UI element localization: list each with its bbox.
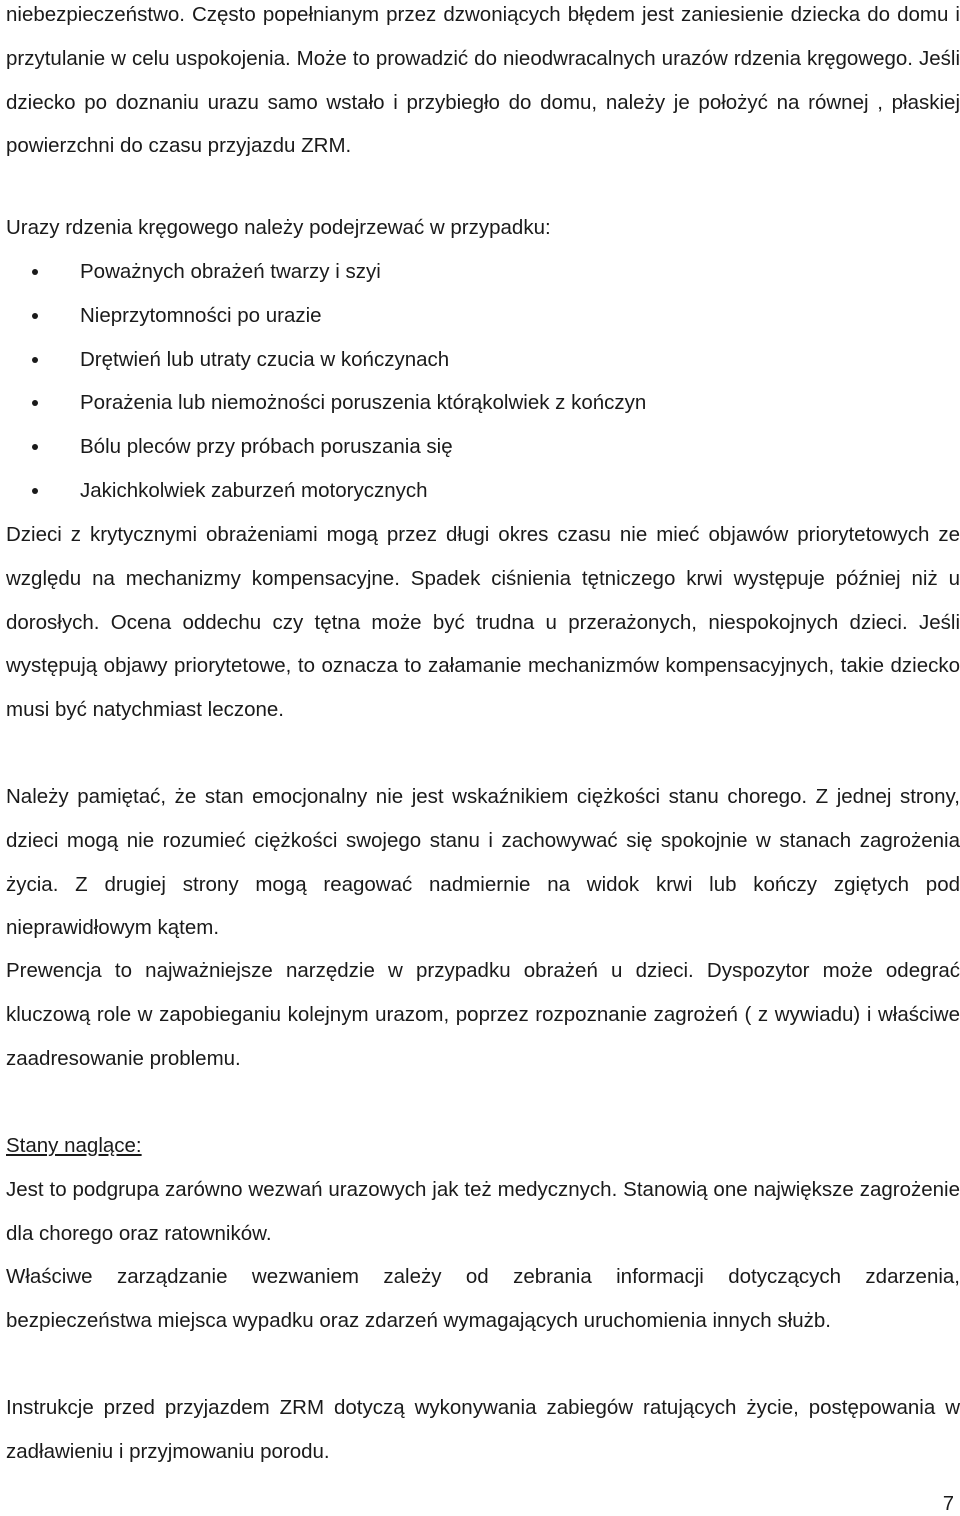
page-number: 7 (942, 1493, 954, 1515)
bullet-icon (32, 488, 38, 494)
list-item (6, 425, 946, 469)
bullet-icon (32, 444, 38, 450)
list-item-text: Bólu pleców przy próbach poruszania się (80, 435, 453, 459)
list-item (6, 294, 946, 338)
list-item-text: Poważnych obrażeń twarzy i szyi (80, 260, 381, 283)
bullet-icon (32, 269, 38, 275)
section-heading (6, 1124, 960, 1168)
paragraph-call-management: Właściwe zarządzanie wezwaniem zależy od zebrania informacji dotyczących zdarzenia, bezpieczeństwa miejsca wypadku oraz zdarzeń wymagających uruchomienia innych służb. (6, 1265, 960, 1332)
bullet-icon (32, 400, 38, 406)
paragraph-urgent-states: Jest to podgrupa zarówno wezwań urazowych jak też medycznych. Stanowią one największe zagrożenie dla chorego oraz ratowników. (6, 1178, 960, 1245)
list-item (6, 381, 946, 425)
bullet-icon (32, 357, 38, 363)
paragraph-instructions: Instrukcje przed przyjazdem ZRM dotyczą wykonywania zabiegów ratujących życie, postępowania w zadławieniu i przyjmowaniu porodu. (6, 1396, 960, 1463)
list-item-text: Jakichkolwiek zaburzeń motorycznych (80, 478, 428, 502)
list-item-text: Porażenia lub niemożności poruszenia którąkolwiek z kończyn (80, 391, 647, 415)
heading-text: Stany naglące: (6, 1134, 142, 1157)
paragraph-emotional-state: Należy pamiętać, że stan emocjonalny nie jest wskaźnikiem ciężkości stanu chorego. Z jednej strony, dzieci mogą nie rozumieć ciężkości swojego stanu i zachowywać się spokojnie w stanach zagrożenia życia. Z drugiej strony mogą reagować nadmiernie na widok krwi lub kończy zgiętych pod nieprawidłowym kątem. (6, 785, 960, 940)
list-item (6, 250, 946, 294)
list-item (6, 338, 946, 382)
list-item-text: Nieprzytomności po urazie (80, 303, 322, 327)
list-item-text: Drętwień lub utraty czucia w kończynach (80, 347, 450, 371)
symptom-list (6, 250, 946, 513)
list-item (6, 469, 946, 513)
paragraph-spinal-suspicion: Urazy rdzenia kręgowego należy podejrzewać w przypadku: (6, 216, 551, 239)
paragraph-intro: niebezpieczeństwo. Często popełnianym przez dzwoniących błędem jest zaniesienie dziecka do domu i przytulanie w celu uspokojenia. Może to prowadzić do nieodwracalnych urazów rdzenia kręgowego. Jeśli dziecko po doznaniu urazu samo wstało i przybiegło do domu, należy je położyć na równej , płaskiej powierzchni do czasu przyjazdu ZRM. (6, 3, 960, 158)
paragraph-prevention: Prewencja to najważniejsze narzędzie w przypadku obrażeń u dzieci. Dyspozytor może odegrać kluczową role w zapobieganiu kolejnym urazom, poprzez rozpoznanie zagrożeń ( z wywiadu) i właściwe zaadresowanie problemu. (6, 959, 960, 1070)
bullet-icon (32, 313, 38, 319)
paragraph-critical-injuries: Dzieci z krytycznymi obrażeniami mogą przez długi okres czasu nie mieć objawów priorytetowych ze względu na mechanizmy kompensacyjne. Spadek ciśnienia tętniczego krwi występuje później niż u dorosłych. Ocena oddechu czy tętna może być trudna u przerażonych, niespokojnych dzieci. Jeśli występują objawy priorytetowe, to oznacza to załamanie mechanizmów kompensacyjnych, takie dziecko musi być natychmiast leczone. (6, 523, 960, 722)
